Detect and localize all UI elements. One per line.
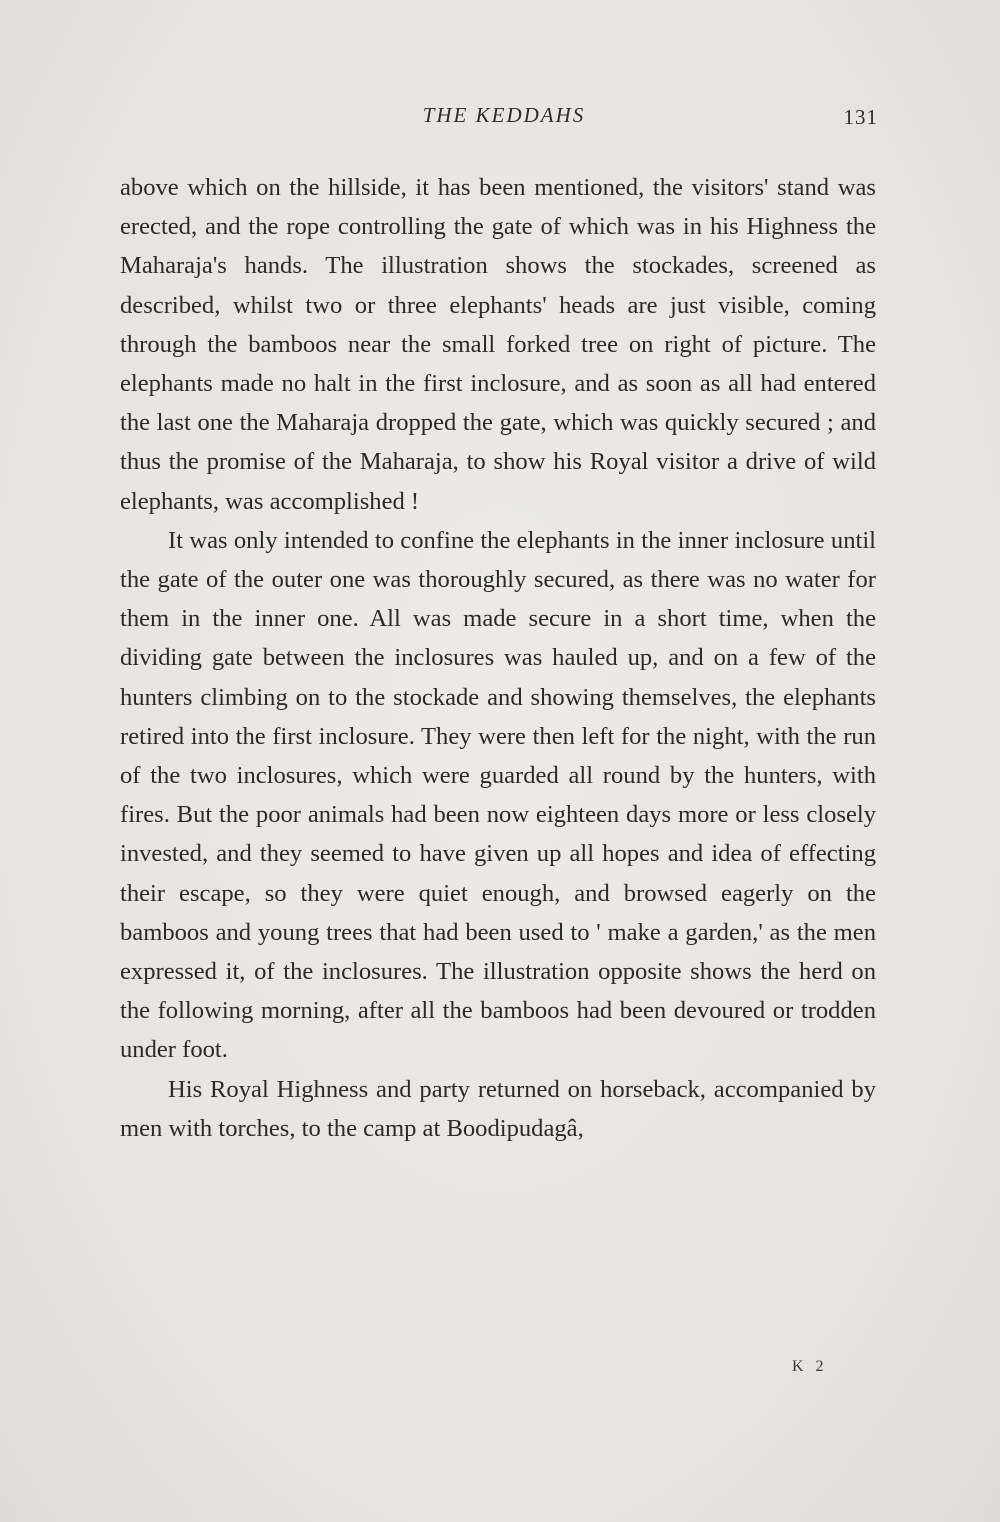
paragraph-continuation: above which on the hillside, it has been mentioned, the visitors' stand was erected, and the rope controlling the gate of which was in his Highness the Maharaja's hands. The illustration shows the stockades, screened as described, whilst two or three elephants' heads are just visible, coming through the bamboos near the small forked tree on right of picture. The elephants made no halt in the first inclosure, and as soon as all had entered the last one the Maharaja dropped the gate, which was quickly secured ; and thus the promise of the Maharaja, to show his Royal visitor a drive of wild elephants, was accomplished ! (120, 174, 876, 515)
running-head (120, 103, 880, 133)
body-text (120, 168, 876, 1148)
page-number: 131 (843, 105, 878, 129)
signature-mark: K 2 (792, 1358, 828, 1375)
running-title: THE KEDDAHS (422, 103, 586, 127)
paragraph: His Royal Highness and party returned on horseback, accompanied by men with torches, to the camp at Boodipudagâ, (120, 1075, 876, 1142)
paragraph: It was only intended to confine the elephants in the inner inclosure until the gate of the outer one was thoroughly secured, as there was no water for them in the inner one. All was made secure in a short time, when the dividing gate between the inclosures was hauled up, and on a few of the hunters climbing on to the stockade and showing themselves, the elephants retired into the first inclosure. They were then left for the night, with the run of the two inclosures, which were guarded all round by the hunters, with fires. But the poor animals had been now eighteen days more or less closely invested, and they seemed to have given up all hopes and idea of effecting their escape, so they were quiet enough, and browsed eagerly on the bamboos and young trees that had been used to ' make a garden,' as the men expressed it, of the inclosures. The illustration opposite shows the herd on the following morning, after all the bamboos had been devoured or trodden under foot. (120, 526, 876, 1064)
